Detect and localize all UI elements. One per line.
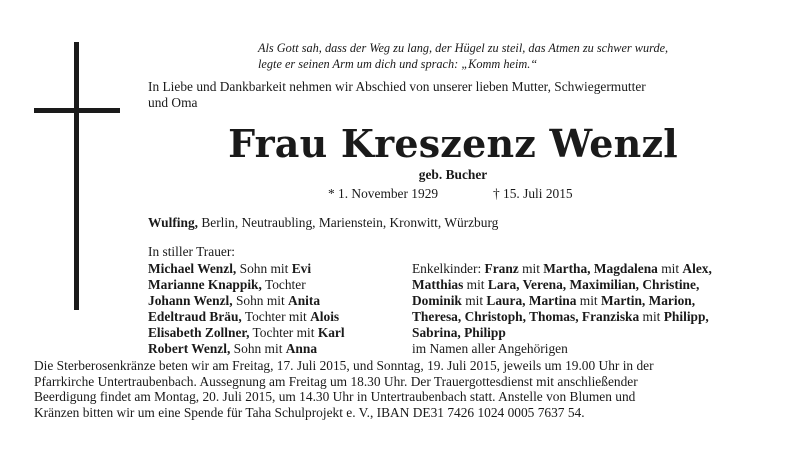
place-first: Wulfing, xyxy=(148,215,198,230)
intro-line: und Oma xyxy=(148,95,198,110)
mourners-label: In stiller Trauer: xyxy=(148,244,236,259)
deceased-name: Frau Kreszenz Wenzl xyxy=(228,121,678,166)
grandchild-name: Sabrina, Philipp xyxy=(412,325,506,340)
footer-line: Beerdigung findet am Montag, 20. Juli 2015, um 14.30 Uhr in Untertraubenbach statt. Anstelle von Blumen und xyxy=(34,389,636,404)
footer-line: Die Sterberosenkränze beten wir am Freitag, 17. Juli 2015, und Sonntag, 19. Juli 2015, jeweils um 19.00 Uhr in der xyxy=(34,358,654,373)
list-item xyxy=(148,261,398,277)
mourner-relation: Tochter mit xyxy=(241,309,311,324)
grandchild-name: Laura, Martina xyxy=(486,293,577,308)
list-item xyxy=(412,325,762,341)
connector-text: mit xyxy=(639,309,664,324)
list-item xyxy=(148,341,398,357)
connector-text: mit xyxy=(576,293,601,308)
footer-line: Kränzen bitten wir um eine Spende für Taha Schulprojekt e. V., IBAN DE31 7426 1024 0005 7637 54. xyxy=(34,404,585,420)
connector-text: mit xyxy=(461,293,487,308)
list-item xyxy=(412,341,762,357)
places-line xyxy=(148,215,758,231)
mourner-relation: Tochter xyxy=(261,277,306,292)
list-item xyxy=(148,277,398,293)
grandchild-name: Theresa, Christoph, Thomas, Franziska xyxy=(412,309,640,324)
memorial-quote xyxy=(258,40,758,72)
mourner-name: Robert Wenzl, xyxy=(148,341,231,356)
mourner-name: Marianne Knappik, xyxy=(148,277,262,292)
connector-text: mit xyxy=(518,261,544,276)
quote-line: legte er seinen Arm um dich und sprach: „Komm heim.“ xyxy=(258,57,538,71)
grandchildren-list xyxy=(412,261,762,357)
mourner-name: Johann Wenzl, xyxy=(148,293,233,308)
closing-text: im Namen aller Angehörigen xyxy=(412,341,568,356)
grandchild-name: Matthias xyxy=(412,277,464,292)
children-list xyxy=(148,261,398,357)
grandchild-name: Martha, Magdalena xyxy=(543,261,658,276)
cross-icon xyxy=(74,42,79,310)
list-item xyxy=(412,309,762,325)
mourner-name: Michael Wenzl, xyxy=(148,261,237,276)
mourner-relation: Tochter mit xyxy=(249,325,318,340)
mourner-partner: Anita xyxy=(288,293,321,308)
mourner-partner: Karl xyxy=(317,325,345,340)
connector-text: mit xyxy=(463,277,488,292)
maiden-name: geb. Bucher xyxy=(418,167,488,182)
birth-date: * 1. November 1929 xyxy=(328,186,439,201)
cross-icon-bar xyxy=(34,108,120,113)
mourner-relation: Sohn mit xyxy=(236,261,292,276)
grandchild-name: Philipp, xyxy=(663,309,709,324)
quote-line: Als Gott sah, dass der Weg zu lang, der Hügel zu steil, das Atmen zu schwer wurde, xyxy=(258,41,669,55)
mourner-relation: Sohn mit xyxy=(232,293,289,308)
intro-line: In Liebe und Dankbarkeit nehmen wir Abschied von unserer lieben Mutter, Schwiegermutter xyxy=(148,79,646,94)
grandchild-name: Dominik xyxy=(412,293,462,308)
list-item xyxy=(412,293,762,309)
death-date: † 15. Juli 2015 xyxy=(493,186,573,201)
list-item xyxy=(148,325,398,341)
list-item xyxy=(148,309,398,325)
intro-text xyxy=(148,79,758,111)
mourner-name: Edeltraud Bräu, xyxy=(148,309,242,324)
grandchild-name: Martin, Marion, xyxy=(601,293,696,308)
grandchild-name: Alex, xyxy=(682,261,712,276)
mourner-name: Elisabeth Zollner, xyxy=(148,325,250,340)
grandchild-name: Franz xyxy=(484,261,519,276)
list-item xyxy=(412,261,762,277)
connector-text: mit xyxy=(657,261,683,276)
footer-line: Pfarrkirche Untertraubenbach. Aussegnung am Freitag um 18.30 Uhr. Der Trauergottesdienst mit anschließender xyxy=(34,373,638,389)
mourner-partner: Evi xyxy=(291,261,312,276)
service-info xyxy=(34,358,758,420)
list-item xyxy=(412,277,762,293)
grandchildren-label: Enkelkinder: xyxy=(412,261,485,276)
place-rest: Berlin, Neutraubling, Marienstein, Kronwitt, Würzburg xyxy=(198,215,499,230)
grandchild-name: Lara, Verena, Maximilian, Christine, xyxy=(487,277,700,292)
mourner-partner: Anna xyxy=(285,341,318,356)
list-item xyxy=(148,293,398,309)
mourner-relation: Sohn mit xyxy=(230,341,286,356)
mourner-partner: Alois xyxy=(310,309,340,324)
